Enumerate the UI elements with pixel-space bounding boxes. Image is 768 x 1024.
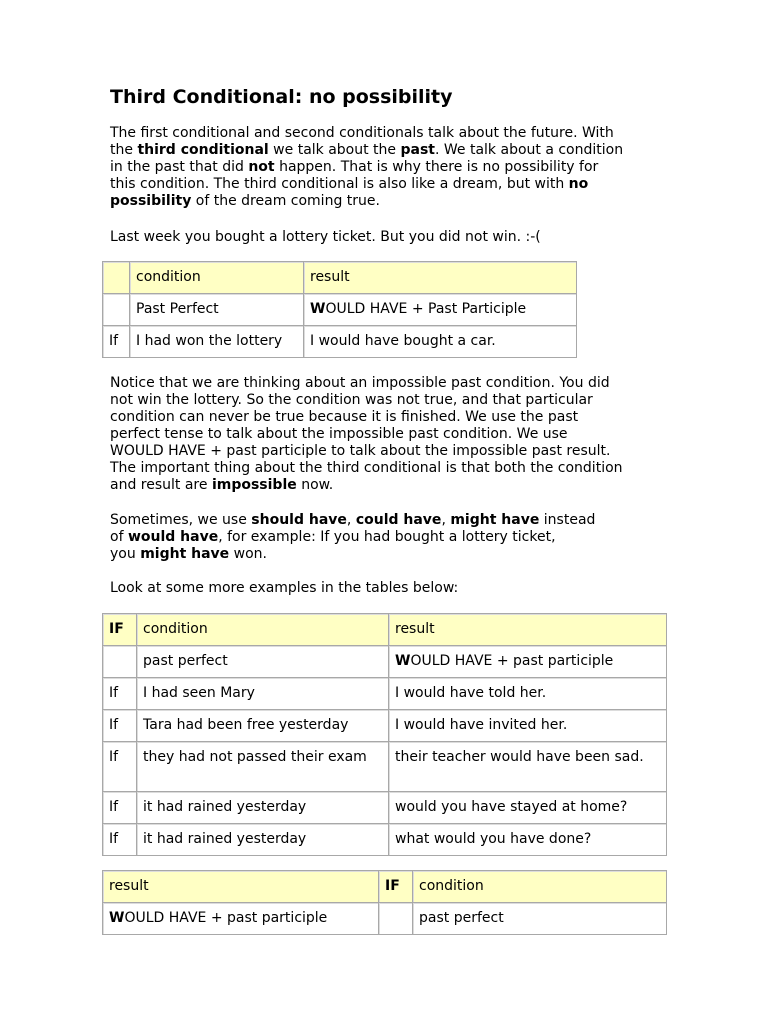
table3-sub-result: WOULD HAVE + past participle <box>103 903 379 935</box>
table2-row-condition: it had rained yesterday <box>137 792 389 824</box>
lottery-line: Last week you bought a lottery ticket. But you did not win. :-( <box>110 229 541 245</box>
table2-sub-condition: past perfect <box>137 646 389 678</box>
table2-row-if: If <box>103 678 137 710</box>
table1-header-if <box>103 262 130 294</box>
table1-header-condition: condition <box>130 262 304 294</box>
table1-sub-if <box>103 294 130 326</box>
table1-row-result: I would have bought a car. <box>304 326 577 358</box>
table2-row-condition: it had rained yesterday <box>137 824 389 856</box>
conditional-table-3 <box>102 870 667 935</box>
table-row <box>103 742 667 792</box>
table2-row-condition: Tara had been free yesterday <box>137 710 389 742</box>
table3-header-result: result <box>103 871 379 903</box>
table-row <box>103 824 667 856</box>
intro-paragraph: The first conditional and second conditionals talk about the future. With the third conditional we talk about the past. We talk about a condition in the past that did not happen. That is why there is no possibility for this condition. The third conditional is also like a dream, but with no possibility of the dream coming true. <box>110 125 624 209</box>
table2-header-if: IF <box>103 614 137 646</box>
table3-sub-if <box>379 903 413 935</box>
table2-row-if: If <box>103 742 137 792</box>
table2-row-result: I would have told her. <box>389 678 667 710</box>
table3-header-condition: condition <box>413 871 667 903</box>
table2-row-result: their teacher would have been sad. <box>389 742 667 792</box>
table2-header-condition: condition <box>137 614 389 646</box>
table1-row-condition: I had won the lottery <box>130 326 304 358</box>
table2-row-condition: I had seen Mary <box>137 678 389 710</box>
conditional-table-2 <box>102 613 667 856</box>
look-line: Look at some more examples in the tables below: <box>110 580 459 596</box>
table2-row-condition: they had not passed their exam <box>137 742 389 792</box>
table1-row-if: If <box>103 326 130 358</box>
table2-row-if: If <box>103 824 137 856</box>
table-row <box>103 792 667 824</box>
table3-sub-condition: past perfect <box>413 903 667 935</box>
conditional-table-1 <box>102 261 577 358</box>
page-title: Third Conditional: no possibility <box>110 86 453 108</box>
table-row <box>103 678 667 710</box>
table2-sub-if <box>103 646 137 678</box>
table-row <box>103 710 667 742</box>
table3-header-if: IF <box>379 871 413 903</box>
table2-row-result: would you have stayed at home? <box>389 792 667 824</box>
table2-row-result: what would you have done? <box>389 824 667 856</box>
table1-sub-result: WOULD HAVE + Past Participle <box>304 294 577 326</box>
table1-header-result: result <box>304 262 577 294</box>
table1-sub-condition: Past Perfect <box>130 294 304 326</box>
table2-row-if: If <box>103 792 137 824</box>
notice-paragraph: Notice that we are thinking about an impossible past condition. You did not win the lottery. So the condition was not true, and that particular condition can never be true because it is finished. We use the past perfect tense to talk about the impossible past condition. We use WOULD HAVE + past participle to talk about the impossible past result. The important thing about the third conditional is that both the condition and result are impossible now. <box>110 375 623 493</box>
table2-row-if: If <box>103 710 137 742</box>
sometimes-paragraph: Sometimes, we use should have, could have, might have instead of would have, for example: If you had bought a lottery ticket, you might have won. <box>110 512 596 562</box>
table2-row-result: I would have invited her. <box>389 710 667 742</box>
table2-sub-result: WOULD HAVE + past participle <box>389 646 667 678</box>
table2-header-result: result <box>389 614 667 646</box>
